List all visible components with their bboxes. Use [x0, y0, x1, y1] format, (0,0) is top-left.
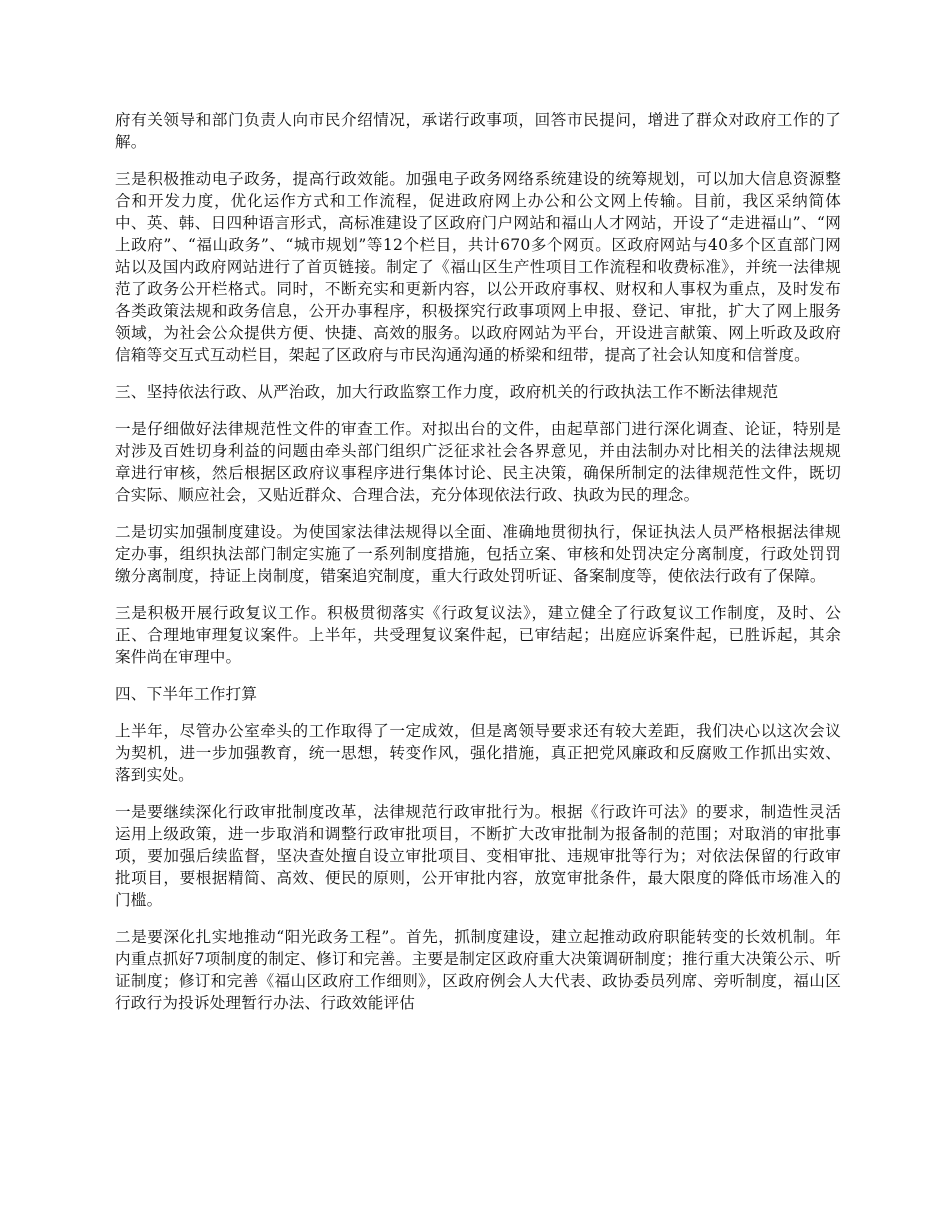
paragraph-e-government: 三是积极推动电子政务，提高行政效能。加强电子政务网络系统建设的统筹规划，可以加大信息资源整合和开发力度，优化运作方式和工作流程，促进政府网上办公和公文网上传输。目前，我区采纳简体中、英、韩、日四种语言形式，高标准建设了区政府门户网站和福山人才网站，开设了“走进福山”、“网上政府”、“福山政务”、“城市规划”等12个栏目，共计670多个网页。区政府网站与40多个区直部门网站以及国内政府网站进行了首页链接。制定了《福山区生产性项目工作流程和收费标准》，并统一法律规范了政务公开栏格式。同时，不断充实和更新内容，以公开政府事权、财权和人事权为重点，及时发布各类政策法规和政务信息，公开办事程序，积极探究行政事项网上申报、登记、审批，扩大了网上服务领域，为社会公众提供方便、快捷、高效的服务。以政府网站为平台，开设进言献策、网上听政及政府信箱等交互式互动栏目，架起了区政府与市民沟通沟通的桥梁和纽带，提高了社会认知度和信誉度。	[115, 170, 841, 364]
paragraph-sunshine-government: 二是要深化扎实地推动“阳光政务工程”。首先，抓制度建设，建立起推动政府职能转变的长效机制。年内重点抓好7项制度的制定、修订和完善。主要是制定区政府重大决策调研制度；推行重大决策公示、听证制度；修订和完善《福山区政府工作细则》，区政府例会人大代表、政协委员列席、旁听制度，福山区行政行为投诉处理暂行办法、行政效能评估	[115, 928, 841, 1012]
paragraph-administrative-review: 三是积极开展行政复议工作。积极贯彻落实《行政复议法》，建立健全了行政复议工作制度，及时、公正、合理地审理复议案件。上半年，共受理复议案件起，已审结起；出庭应诉案件起，已胜诉起，其余案件尚在审理中。	[115, 604, 841, 666]
document-body	[115, 109, 841, 1029]
paragraph-system-building: 二是切实加强制度建设。为使国家法律法规得以全面、准确地贯彻执行，保证执法人员严格根据法律规定办事，组织执法部门制定实施了一系列制度措施，包括立案、审核和处罚决定分离制度，行政处罚罚缴分离制度，持证上岗制度，错案追究制度，重大行政处罚听证、备案制度等，使依法行政有了保障。	[115, 523, 841, 585]
section-heading-second-half-plan: 四、下半年工作打算	[115, 685, 258, 703]
paragraph-document-review: 一是仔细做好法律规范性文件的审查工作。对拟出台的文件，由起草部门进行深化调查、论证，特别是对涉及百姓切身利益的问题由牵头部门组织广泛征求社会各界意见，并由法制办对比相关的法律法规规章进行审核，然后根据区政府议事程序进行集体讨论、民主决策，确保所制定的法律规范性文件，既切合实际、顺应社会，又贴近群众、合理合法，充分体现依法行政、执政为民的理念。	[115, 420, 841, 504]
section-heading-rule-of-law: 三、坚持依法行政、从严治政，加大行政监察工作力度，政府机关的行政执法工作不断法律规范	[115, 383, 779, 401]
paragraph-approval-reform: 一是要继续深化行政审批制度改革，法律规范行政审批行为。根据《行政许可法》的要求，制造性灵活运用上级政策，进一步取消和调整行政审批项目，不断扩大改审批制为报备制的范围；对取消的审批事项，要加强后续监督，坚决查处擅自设立审批项目、变相审批、违规审批等行为；对依法保留的行政审批项目，要根据精简、高效、便民的原则，公开审批内容，放宽审批条件，最大限度的降低市场准入的门槛。	[115, 803, 841, 909]
paragraph-plan-summary: 上半年，尽管办公室牵头的工作取得了一定成效，但是离领导要求还有较大差距，我们决心以这次会议为契机，进一步加强教育，统一思想，转变作风，强化措施，真正把党风廉政和反腐败工作抓出实效、落到实处。	[115, 722, 841, 784]
paragraph-intro-continued: 府有关领导和部门负责人向市民介绍情况，承诺行政事项，回答市民提问，增进了群众对政府工作的了解。	[115, 111, 841, 151]
